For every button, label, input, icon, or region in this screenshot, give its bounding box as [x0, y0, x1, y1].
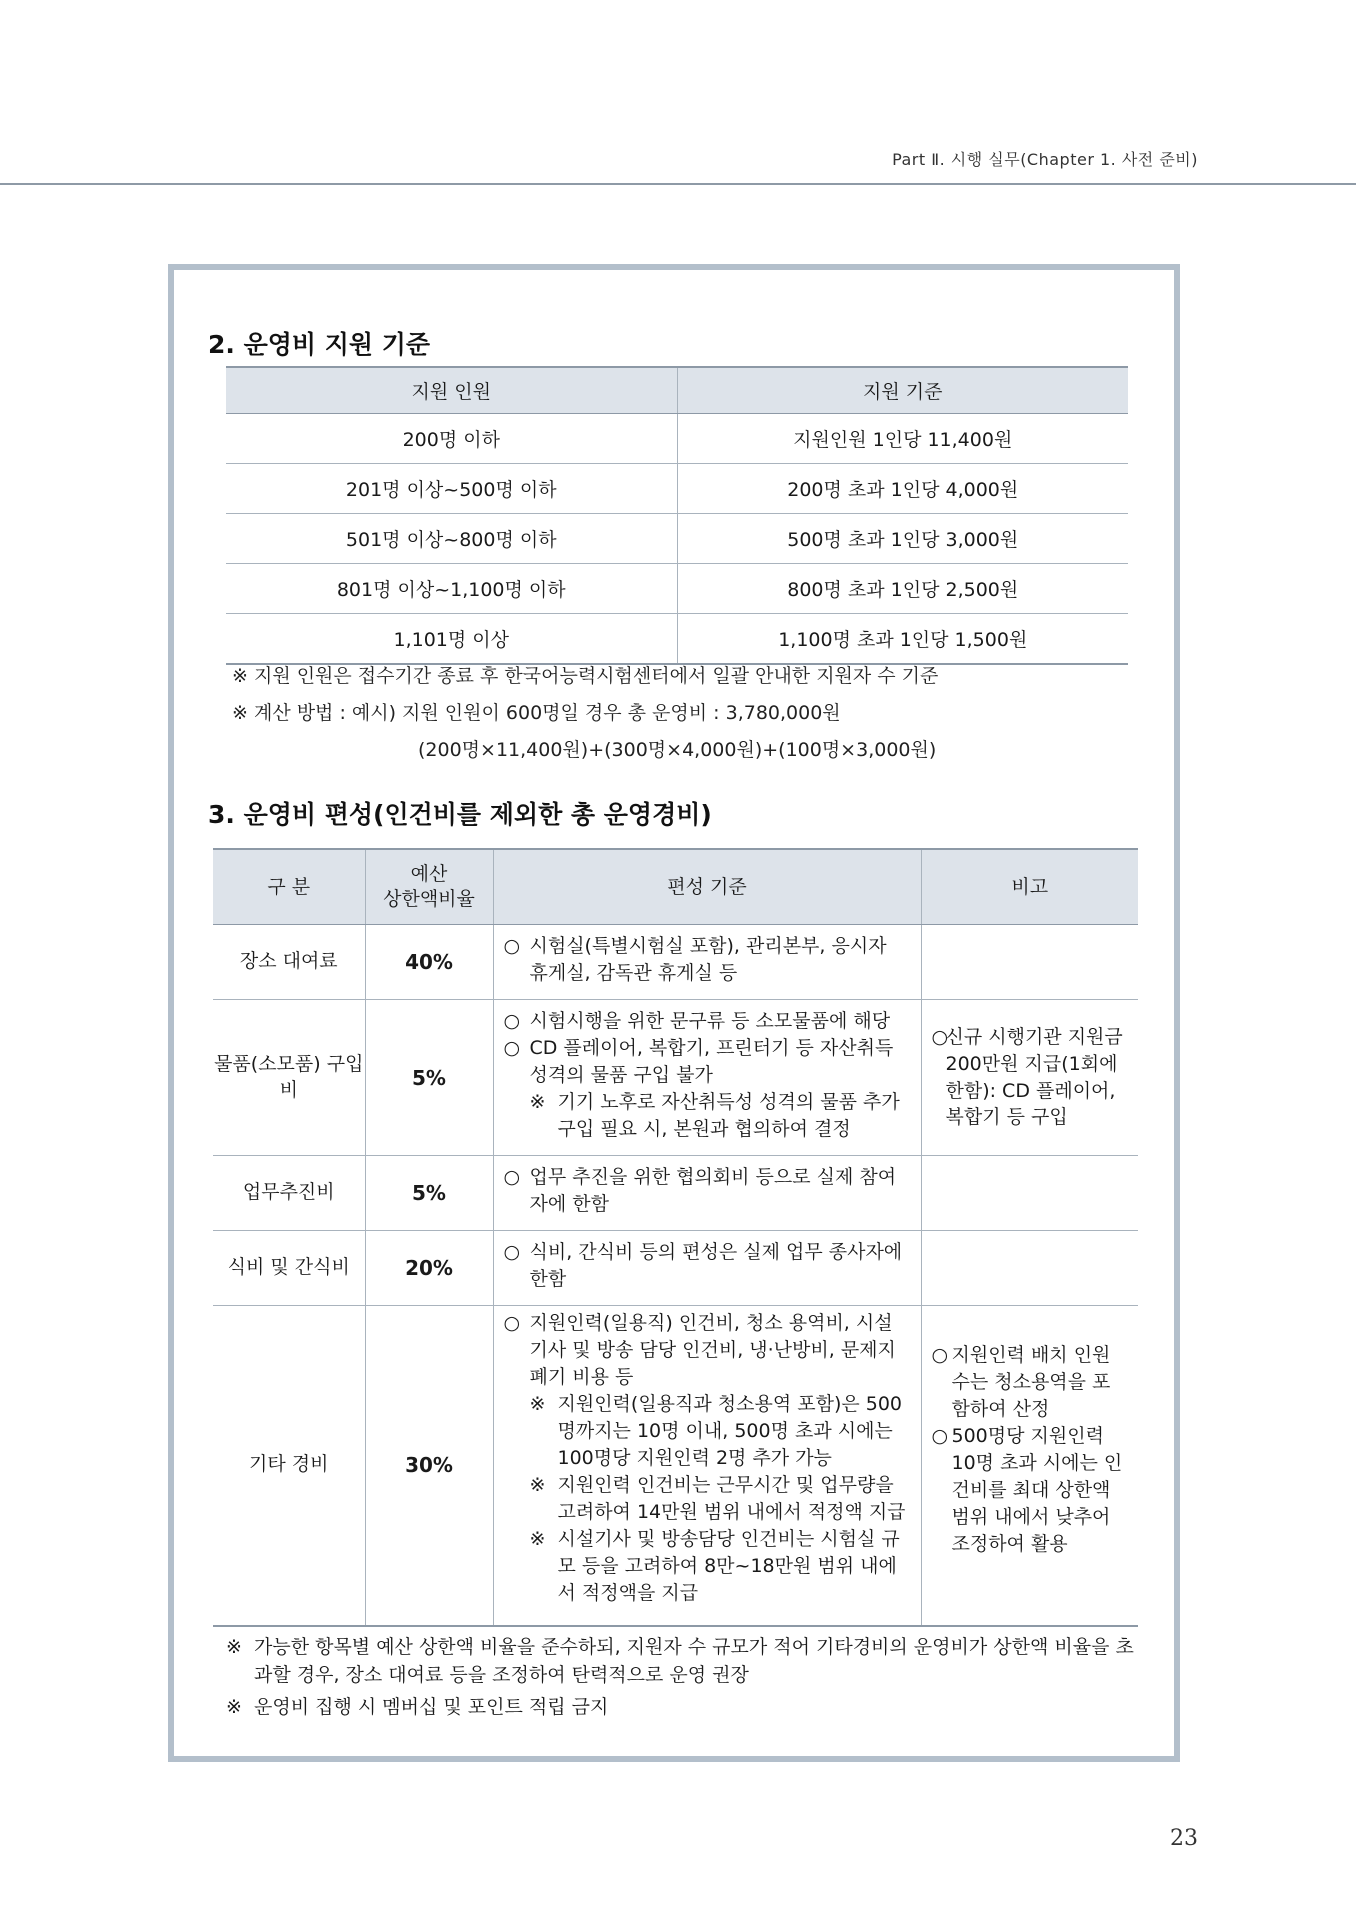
- table-cell: 지원인원 1인당 11,400원: [677, 414, 1128, 464]
- item-text: 지원인력 배치 인원수는 청소용역을 포함하여 산정: [951, 1344, 1111, 1420]
- item-text: CD 플레이어, 복합기, 프린터기 등 자산취득 성격의 물품 구입 불가: [529, 1036, 894, 1086]
- ratio-cell: 20%: [365, 1231, 493, 1306]
- list-subitem: [504, 1472, 911, 1526]
- category-cell: 장소 대여료: [213, 925, 365, 1000]
- list-item: [932, 1423, 1129, 1558]
- remark-cell: [921, 1156, 1138, 1231]
- ratio-cell: 30%: [365, 1306, 493, 1626]
- column-header-ratio-line2: 상한액비율: [383, 888, 475, 910]
- ratio-cell: 40%: [365, 925, 493, 1000]
- note-mark: ※: [529, 1090, 546, 1113]
- criteria-cell: [493, 1156, 921, 1231]
- list-item: [504, 1008, 911, 1035]
- table-row: [213, 1306, 1138, 1626]
- note-mark: ※: [529, 1527, 546, 1550]
- table-row: [226, 414, 1128, 464]
- table-header-row: [226, 367, 1128, 414]
- table-row: [213, 1231, 1138, 1306]
- bullet-mark: ○: [503, 1010, 521, 1032]
- column-header-category: 구 분: [213, 849, 365, 925]
- content-box: [168, 264, 1180, 1762]
- criteria-cell: [493, 1306, 921, 1626]
- table-row: [226, 564, 1128, 614]
- table-header-row: [213, 849, 1138, 925]
- item-text: 지원인력(일용직) 인건비, 청소 용역비, 시설기사 및 방송 담당 인건비, 냉·난방비, 문제지 폐기 비용 등: [529, 1312, 896, 1388]
- table-row: [213, 925, 1138, 1000]
- note-mark: ※: [226, 1636, 242, 1658]
- table-cell: 1,101명 이상: [226, 614, 677, 665]
- table-row: [226, 514, 1128, 564]
- list-item: [504, 1310, 911, 1391]
- item-text: 신규 시행기관 지원금 200만원 지급(1회에 한함): CD 플레이어, 복합기 등 구입: [945, 1025, 1123, 1129]
- table-row: [226, 614, 1128, 665]
- column-header: 지원 인원: [226, 367, 677, 414]
- list-item: [504, 933, 911, 987]
- column-header-remark: 비고: [921, 849, 1138, 925]
- list-item: [504, 1035, 911, 1089]
- support-criteria-table: [226, 366, 1128, 665]
- item-text: 지원인력 인건비는 근무시간 및 업무량을 고려하여 14만원 범위 내에서 적정액 지급: [557, 1473, 906, 1523]
- running-header: Part Ⅱ. 시행 실무(Chapter 1. 사전 준비): [892, 150, 1198, 169]
- bullet-mark: ○: [931, 1344, 949, 1366]
- bullet-mark: ○: [503, 935, 521, 957]
- note-mark: ※: [529, 1473, 546, 1496]
- remark-cell: [921, 925, 1138, 1000]
- list-item: [932, 1342, 1129, 1423]
- footnote-item: [226, 1634, 1146, 1689]
- list-item: [504, 1164, 911, 1218]
- list-item: [932, 1024, 1129, 1132]
- remark-cell: [921, 1000, 1138, 1156]
- bullet-mark: ○: [931, 1025, 949, 1048]
- header-divider: [0, 183, 1356, 185]
- bullet-mark: ○: [503, 1036, 521, 1059]
- criteria-cell: [493, 925, 921, 1000]
- note-applicant-basis: ※ 지원 인원은 접수기간 종료 후 한국어능력시험센터에서 일괄 안내한 지원자 수 기준: [232, 665, 939, 687]
- remark-cell: [921, 1231, 1138, 1306]
- list-item: [504, 1239, 911, 1293]
- table-row: [226, 464, 1128, 514]
- item-text: 시험시행을 위한 문구류 등 소모물품에 해당: [529, 1010, 891, 1032]
- footnote-text: 가능한 항목별 예산 상한액 비율을 준수하되, 지원자 수 규모가 적어 기타경비의 운영비가 상한액 비율을 초과할 경우, 장소 대여료 등을 조정하여 탄력적으로 운영 권장: [254, 1636, 1134, 1686]
- note-calculation-method: ※ 계산 방법 : 예시) 지원 인원이 600명일 경우 총 운영비 : 3,780,000원: [232, 702, 841, 724]
- list-subitem: [504, 1526, 911, 1607]
- item-text: 시설기사 및 방송담당 인건비는 시험실 규모 등을 고려하여 8만~18만원 범위 내에서 적정액을 지급: [557, 1527, 900, 1604]
- bullet-mark: ○: [503, 1241, 521, 1263]
- table-cell: 501명 이상~800명 이하: [226, 514, 677, 564]
- note-mark: ※: [529, 1392, 546, 1415]
- bullet-mark: ○: [931, 1424, 949, 1447]
- table-cell: 1,100명 초과 1인당 1,500원: [677, 614, 1128, 665]
- list-subitem: [504, 1089, 911, 1143]
- category-cell: 기타 경비: [213, 1306, 365, 1626]
- note-mark: ※: [226, 1696, 242, 1719]
- table-cell: 801명 이상~1,100명 이하: [226, 564, 677, 614]
- note-calculation-formula: (200명×11,400원)+(300명×4,000원)+(100명×3,000원): [418, 739, 937, 761]
- item-text: 기기 노후로 자산취득성 성격의 물품 추가 구입 필요 시, 본원과 협의하여 결정: [557, 1090, 900, 1140]
- category-cell: 물품(소모품) 구입비: [213, 1000, 365, 1156]
- item-text: 지원인력(일용직과 청소용역 포함)은 500명까지는 10명 이내, 500명 초과 시에는 100명당 지원인력 2명 추가 가능: [557, 1392, 903, 1469]
- item-text: 식비, 간식비 등의 편성은 실제 업무 종사자에 한함: [529, 1241, 903, 1290]
- remark-cell: [921, 1306, 1138, 1626]
- item-text: 업무 추진을 위한 협의회비 등으로 실제 참여자에 한함: [529, 1166, 897, 1215]
- page-number: 23: [1170, 1826, 1198, 1851]
- bullet-mark: ○: [503, 1166, 521, 1188]
- table-cell: 800명 초과 1인당 2,500원: [677, 564, 1128, 614]
- item-text: 시험실(특별시험실 포함), 관리본부, 응시자 휴게실, 감독관 휴게실 등: [529, 935, 887, 984]
- footnotes: [226, 1634, 1146, 1722]
- footnote-text: 운영비 집행 시 멤버십 및 포인트 적립 금지: [254, 1696, 609, 1719]
- budget-allocation-table: [213, 848, 1138, 1627]
- bullet-mark: ○: [503, 1312, 521, 1334]
- section3-title: 3. 운영비 편성(인건비를 제외한 총 운영경비): [208, 800, 712, 829]
- table-cell: 200명 초과 1인당 4,000원: [677, 464, 1128, 514]
- section2-title: 2. 운영비 지원 기준: [208, 330, 431, 359]
- table-cell: 200명 이하: [226, 414, 677, 464]
- criteria-cell: [493, 1000, 921, 1156]
- criteria-cell: [493, 1231, 921, 1306]
- list-subitem: [504, 1391, 911, 1472]
- footnote-item: [226, 1694, 1146, 1722]
- ratio-cell: 5%: [365, 1000, 493, 1156]
- category-cell: 업무추진비: [213, 1156, 365, 1231]
- table-row: [213, 1000, 1138, 1156]
- table-cell: 500명 초과 1인당 3,000원: [677, 514, 1128, 564]
- column-header-criteria: 편성 기준: [493, 849, 921, 925]
- category-cell: 식비 및 간식비: [213, 1231, 365, 1306]
- column-header-ratio: [365, 849, 493, 925]
- column-header-ratio-line1: 예산: [410, 863, 448, 886]
- ratio-cell: 5%: [365, 1156, 493, 1231]
- column-header: 지원 기준: [677, 367, 1128, 414]
- table-cell: 201명 이상~500명 이하: [226, 464, 677, 514]
- table-row: [213, 1156, 1138, 1231]
- item-text: 500명당 지원인력 10명 초과 시에는 인건비를 최대 상한액 범위 내에서 낮추어 조정하여 활용: [951, 1424, 1123, 1555]
